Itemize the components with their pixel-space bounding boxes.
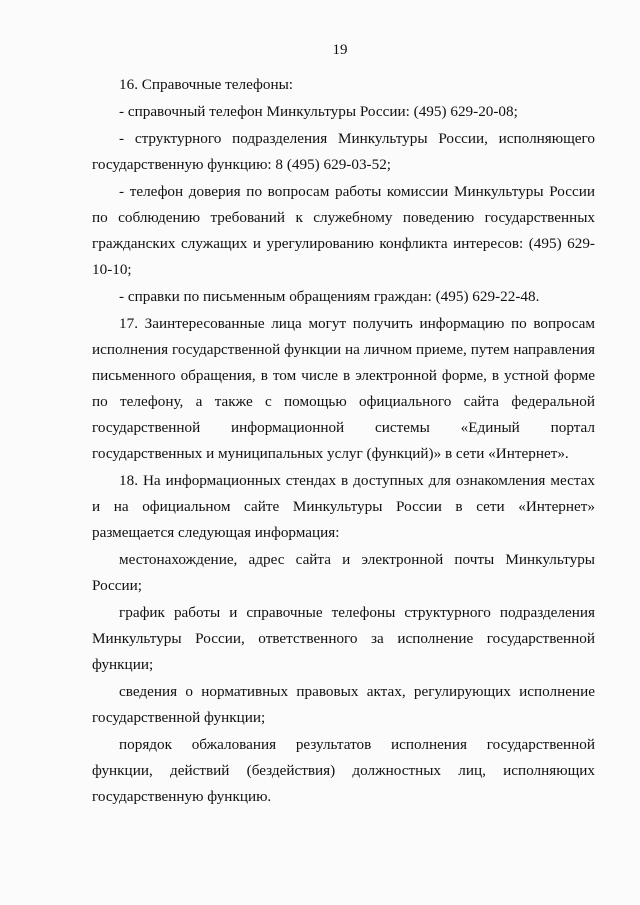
document-body: [92, 72, 595, 810]
text-line: России;: [92, 577, 142, 594]
text-line: функции, действий (бездействия) должностных лиц, исполняющих: [92, 762, 595, 779]
text-line: по телефону, а также с помощью официального сайта федеральной: [92, 393, 595, 410]
text-line: сведения о нормативных правовых актах, регулирующих исполнение: [119, 683, 595, 700]
section-18-intro: [92, 468, 595, 546]
section-16-item-4: - справки по письменным обращениям граждан: (495) 629-22-48.: [119, 288, 540, 305]
text-line: государственных и муниципальных услуг (функций)» в сети «Интернет».: [92, 445, 569, 462]
text-line: по соблюдению требований к служебному поведению государственных: [92, 209, 595, 226]
text-line: Минкультуры России, ответственного за исполнение государственной: [92, 630, 595, 647]
section-18-item-legal-acts: [92, 679, 595, 731]
section-18-item-location: [92, 547, 595, 599]
section-16-item-1: - справочный телефон Минкультуры России: (495) 629-20-08;: [119, 103, 518, 120]
text-line: и на официальном сайте Минкультуры России в сети «Интернет»: [92, 498, 595, 515]
section-16-heading: 16. Справочные телефоны:: [119, 76, 294, 93]
text-line: государственную функцию.: [92, 788, 272, 805]
page-number: 19: [332, 42, 348, 58]
text-line: письменного обращения, в том числе в электронной форме, в устной форме: [92, 367, 595, 384]
text-line: порядок обжалования результатов исполнения государственной: [119, 736, 595, 753]
text-line: - телефон доверия по вопросам работы комиссии Минкультуры России: [119, 183, 595, 200]
text-line: государственной информационной системы «Единый портал: [92, 419, 595, 436]
text-line: 10-10;: [92, 261, 132, 278]
text-line: - структурного подразделения Минкультуры России, исполняющего: [119, 130, 595, 147]
text-line: функции;: [92, 656, 154, 673]
section-18-item-schedule: [92, 600, 595, 678]
text-line: государственной функции;: [92, 709, 266, 726]
text-line: 18. На информационных стендах в доступных для ознакомления местах: [119, 472, 595, 489]
section-16-item-2: [92, 126, 595, 178]
text-line: график работы и справочные телефоны структурного подразделения: [119, 604, 595, 621]
text-line: 17. Заинтересованные лица могут получить информацию по вопросам: [119, 315, 595, 332]
text-line: размещается следующая информация:: [92, 524, 340, 541]
section-18-item-appeal: [92, 732, 595, 810]
text-line: исполнения государственной функции на личном приеме, путем направления: [92, 341, 595, 358]
text-line: государственную функцию: 8 (495) 629-03-52;: [92, 156, 392, 173]
section-16-item-3: [92, 179, 595, 283]
section-17-paragraph: [92, 311, 595, 467]
text-line: местонахождение, адрес сайта и электронной почты Минкультуры: [119, 551, 595, 568]
text-line: гражданских служащих и урегулированию конфликта интересов: (495) 629-: [92, 235, 595, 252]
